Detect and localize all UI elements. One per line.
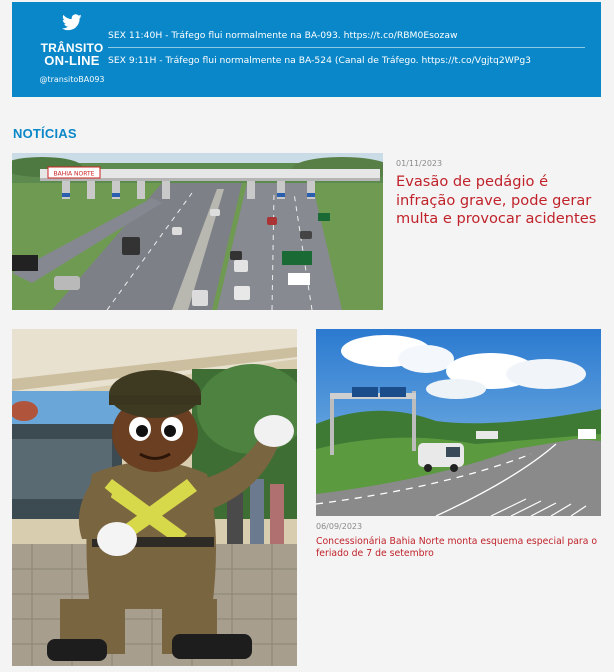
article-image-mascot[interactable] [12,329,297,666]
brand-title: TRÂNSITO [40,41,104,55]
article-headline-link[interactable]: Evasão de pedágio é infração grave, pode gerar multa e provocar acidentes [396,173,597,227]
article-image-highway[interactable] [316,329,601,516]
twitter-banner [12,2,601,97]
brand-subtitle: ON-LINE [44,53,100,68]
tweet-divider [108,47,585,48]
twitter-bird-icon[interactable] [62,14,82,31]
tweet-item[interactable]: SEX 9:11H - Tráfego flui normalmente na BA-524 (Canal de Tráfego. https://t.co/Vgjtq2WPg3 [108,55,532,66]
twitter-handle-link[interactable]: @transitoBA093 [39,75,105,84]
article-date: 06/09/2023 [316,522,363,531]
article-image-toll-plaza[interactable] [12,153,383,310]
section-title: NOTÍCIAS [13,126,77,141]
article-date: 01/11/2023 [396,159,443,168]
tweet-item[interactable]: SEX 11:40H - Tráfego flui normalmente na BA-093. https://t.co/RBM0Esozaw [108,30,458,41]
toll-sign-text: BAHIA NORTE [53,170,95,178]
article-headline-link[interactable]: Concessionária Bahia Norte monta esquema especial para o feriado de 7 de setembro [316,536,598,559]
